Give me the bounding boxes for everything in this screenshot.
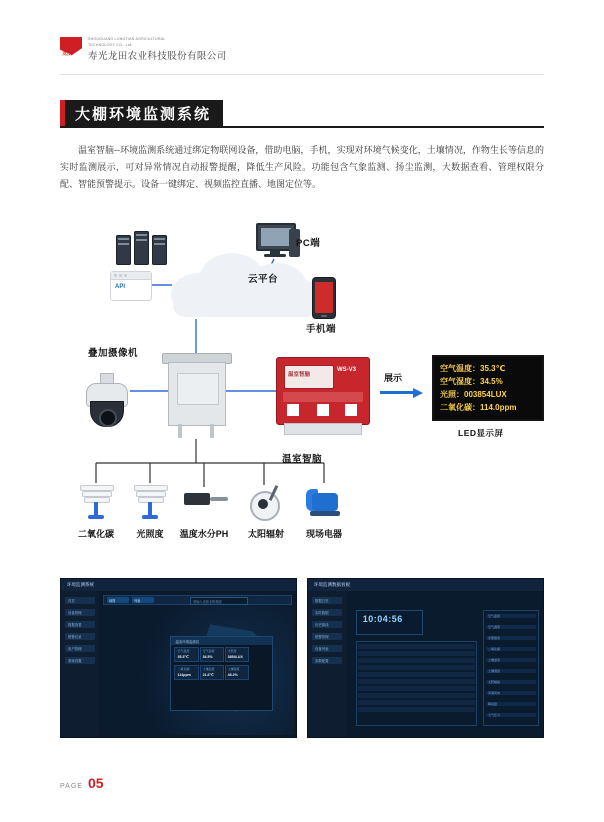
left-nav-item[interactable]: 数据查看 <box>68 623 82 627</box>
company-name-block <box>88 36 227 62</box>
panel-item: 降雨量 <box>488 701 498 706</box>
list-view-chip[interactable] <box>132 597 154 603</box>
screenshot-data-dashboard <box>307 578 544 738</box>
metric-name: 土壤温度 <box>202 666 215 671</box>
system-architecture-diagram <box>60 215 544 560</box>
right-nav-item[interactable]: 设备列表 <box>315 647 329 651</box>
arrow-label: 展示 <box>384 373 403 383</box>
clock-widget <box>356 610 424 635</box>
screenshot-strip <box>60 578 544 738</box>
api-label: API <box>115 284 126 290</box>
sensor-radiation-label: 太阳辐射 <box>247 529 285 539</box>
intro-paragraph: 温室智脑--环境监测系统通过绑定物联网设备，借助电脑，手机，实现对环境气候变化，土壤情况，作物生长等信息的实时监测展示，可对异常情况自动报警提醒，降低生产风险。功能包含气象监测、扬尘监测，大数据查看、管理权限分配、智能预警提示。设备一键绑定、视频监控直播、地图定位等。 <box>60 145 544 189</box>
footer-page-number: 05 <box>87 775 104 791</box>
right-window-title: 环境监测数据看板 <box>314 582 350 587</box>
metric-value: 3854LUX <box>227 654 243 659</box>
left-nav-item[interactable]: 报警记录 <box>68 635 82 639</box>
panel-item: 二氧化碳 <box>488 646 501 651</box>
metric-name: 二氧化碳 <box>177 666 190 671</box>
metric-name: 空气温度 <box>177 648 190 653</box>
left-sidebar <box>61 591 99 737</box>
controller-label: 温室智脑 <box>282 454 323 465</box>
controller-model: WS-V3 <box>337 367 357 373</box>
metric-value: 35.3℃ <box>177 654 189 659</box>
cloud-platform-icon <box>165 247 325 319</box>
right-nav-item[interactable]: 报警管理 <box>315 635 329 639</box>
led-line-temp: 空气温度：35.3℃ <box>440 364 506 373</box>
left-toolbar <box>103 595 292 605</box>
company-name-en: SHOUGUANG LONGTIAN AGRICULTURAL TECHNOLOGY CO., Ltd. <box>88 37 166 47</box>
server-icon <box>134 231 149 265</box>
page-footer <box>60 775 104 791</box>
metric-value: 34.5% <box>202 654 213 659</box>
led-display-board <box>432 355 544 421</box>
data-table[interactable] <box>356 641 478 725</box>
mobile-phone-icon <box>312 277 336 319</box>
ptz-camera-icon <box>82 373 130 429</box>
metric-value: 48.2% <box>227 672 238 677</box>
sensor-solar-radiation <box>246 483 286 539</box>
led-caption: LED显示屏 <box>458 428 504 438</box>
panel-item: 空气温度 <box>488 613 501 618</box>
sensor-soil-ph <box>179 483 229 539</box>
led-line-humidity: 空气湿度：34.5% <box>440 377 503 386</box>
sensor-field-device <box>304 483 344 539</box>
sensor-lux <box>130 483 170 539</box>
left-window-titlebar <box>61 579 296 591</box>
soil-probe-icon <box>184 489 228 509</box>
left-main-area <box>101 593 294 735</box>
panel-item: 大气压力 <box>488 712 501 717</box>
right-main-area <box>348 593 541 735</box>
sensor-co2 <box>76 483 116 539</box>
sensor-device-label: 现场电器 <box>305 529 343 539</box>
right-sidebar <box>308 591 346 737</box>
cloud-label: 云平台 <box>248 274 279 285</box>
light-sensor-icon <box>134 485 166 511</box>
panel-item: 太阳辐射 <box>488 679 501 684</box>
map-view-chip-label: 地图 <box>109 598 116 603</box>
solar-radiation-icon <box>248 485 284 517</box>
search-placeholder: 请输入设备名称搜索 <box>193 599 222 604</box>
left-nav-item[interactable]: 系统设置 <box>68 659 82 663</box>
title-underline <box>60 126 544 128</box>
controller-base <box>284 423 362 435</box>
led-line-lux: 光照：003854LUX <box>440 390 507 399</box>
pc-icon <box>256 223 300 265</box>
controller-brand: 温室智脑 <box>288 372 311 378</box>
pc-label: PC端 <box>296 238 321 249</box>
section-title <box>60 100 544 126</box>
title-plate <box>65 100 223 126</box>
radiation-shield-icon <box>80 485 112 511</box>
api-icon <box>110 271 152 301</box>
right-nav-item[interactable]: 实时数据 <box>315 611 329 615</box>
company-name-cn: 寿光龙田农业科技股份有限公司 <box>88 51 227 62</box>
sensor-ph-label: 温度水分PH <box>179 529 229 539</box>
left-window-title: 环境监测系统 <box>67 582 94 587</box>
map-view-chip[interactable] <box>107 597 129 603</box>
server-icon <box>152 235 167 265</box>
weather-station-cabinet-icon <box>168 353 224 439</box>
metrics-panel <box>483 610 539 726</box>
camera-label: 叠加摄像机 <box>88 348 139 359</box>
metric-name: 空气湿度 <box>202 648 215 653</box>
metric-name: 光照度 <box>227 648 237 653</box>
flow-arrow-icon <box>380 388 424 396</box>
right-nav-item[interactable]: 历史曲线 <box>315 623 329 627</box>
screenshot-map-dashboard <box>60 578 297 738</box>
search-input[interactable] <box>190 597 248 605</box>
greenhouse-controller-device <box>276 357 370 425</box>
sensor-lux-label: 光照度 <box>136 529 164 539</box>
panel-item: 风速风向 <box>488 690 501 695</box>
right-nav-item[interactable]: 参数配置 <box>315 659 329 663</box>
phone-label: 手机端 <box>306 324 337 335</box>
panel-item: 光照强度 <box>488 635 501 640</box>
station-info-card <box>170 636 272 712</box>
right-nav-item[interactable]: 数据总览 <box>315 599 329 603</box>
panel-item: 土壤温度 <box>488 657 501 662</box>
led-line-co2: 二氧化碳：114.0ppm <box>440 403 517 412</box>
header-divider <box>60 74 544 75</box>
footer-page-word: PAGE <box>60 783 83 790</box>
company-logo-icon: 龙田 <box>60 37 82 61</box>
sensor-co2-label: 二氧化碳 <box>77 529 115 539</box>
left-nav-item[interactable]: 设备管理 <box>68 611 82 615</box>
panel-item: 土壤湿度 <box>488 668 501 673</box>
page-title: 大棚环境监测系统 <box>75 105 212 123</box>
metric-value: 114ppm <box>177 672 191 677</box>
left-nav-item[interactable]: 首页 <box>68 599 75 603</box>
metric-name: 土壤湿度 <box>227 666 240 671</box>
right-window-titlebar <box>308 579 543 591</box>
left-nav-item[interactable]: 用户管理 <box>68 647 82 651</box>
server-icon <box>116 235 131 265</box>
clock-value: 10:04:56 <box>362 614 403 625</box>
panel-item: 空气湿度 <box>488 624 501 629</box>
motor-icon <box>306 485 344 519</box>
metric-value: 21.6℃ <box>202 672 214 677</box>
station-card-title: 温室环境监测站 <box>175 639 200 644</box>
list-view-chip-label: 列表 <box>134 598 141 603</box>
company-header <box>60 36 227 62</box>
